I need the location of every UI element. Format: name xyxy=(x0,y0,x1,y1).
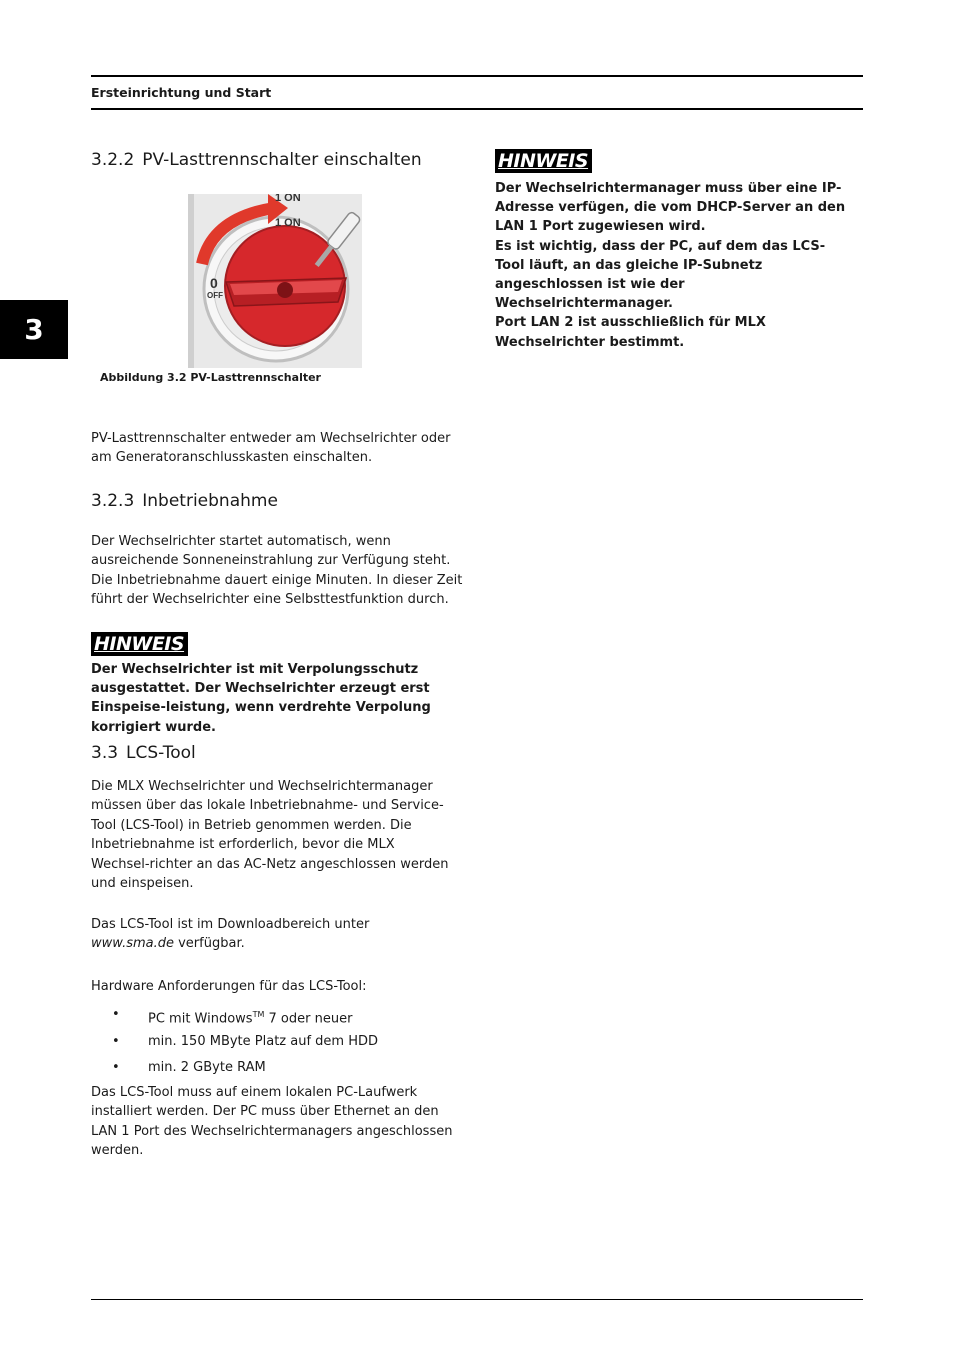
section-title: LCS-Tool xyxy=(126,743,196,763)
section-number: 3.2.2 xyxy=(91,150,135,170)
section-title: Inbetriebnahme xyxy=(142,491,278,511)
bullet-icon: • xyxy=(112,1060,120,1075)
section-number: 3.2.3 xyxy=(91,491,135,511)
right-notice-line-3: Port LAN 2 ist ausschließlich für MLX Wechselrichter bestimmt. xyxy=(495,315,766,350)
list-item: • PC mit Windows™ 7 oder neuer xyxy=(112,1007,353,1027)
section-3-3-body-2: Das LCS-Tool ist im Downloadbereich unter www.sma.de verfügbar. xyxy=(91,917,370,952)
header-top-rule xyxy=(91,75,863,77)
running-header: Ersteinrichtung und Start xyxy=(91,85,272,100)
section-3-2-3-body: Der Wechselrichter startet automatisch, wenn ausreichende Sonneneinstrahlung zur Verfügung steht. Die Inbetriebnahme dauert einige Minuten. In dieser Zeit führt der Wechselrichter eine Selbsttestfunktion durch. xyxy=(91,534,463,608)
bullet-icon: • xyxy=(112,1033,120,1049)
label-zero: 0 xyxy=(210,275,218,291)
list-item: • min. 150 MByte Platz auf dem HDD xyxy=(112,1033,379,1049)
right-notice-line-1: Der Wechselrichtermanager muss über eine IP-Adresse verfügen, die vom DHCP-Server an den LAN 1 Port zugewiesen wird. xyxy=(495,181,846,235)
switch-center xyxy=(277,282,293,298)
chapter-tab: 3 xyxy=(0,300,68,359)
right-notice-label: HINWEIS xyxy=(495,149,592,173)
right-notice-line-2: Es ist wichtig, dass der PC, auf dem das LCS-Tool läuft, an das gleiche IP-Subnetz angeschlossen ist wie der Wechselrichtermanager. xyxy=(495,238,826,312)
section-3-3-heading xyxy=(91,743,463,763)
label-on-top: 1 ON xyxy=(275,194,301,204)
list-item: • min. 2 GByte RAM xyxy=(112,1060,266,1075)
section-3-2-3-heading xyxy=(91,491,463,511)
label-on-mid: 1 ON xyxy=(275,217,301,229)
section-3-2-2-body: PV-Lasttrennschalter entweder am Wechselrichter oder am Generatoranschlusskasten einschalten. xyxy=(91,431,451,466)
right-notice-text xyxy=(495,179,851,352)
sma-link-text: www.sma.de xyxy=(91,936,174,952)
requirements-list xyxy=(91,1005,463,1085)
figure-left-edge xyxy=(188,194,194,368)
figure-caption: Abbildung 3.2 PV-Lasttrennschalter xyxy=(100,371,321,384)
section-number: 3.3 xyxy=(91,743,119,763)
section-3-2-2-heading xyxy=(91,150,463,170)
section-3-3-body-1: Die MLX Wechselrichter und Wechselrichtermanager müssen über das lokale Inbetriebnahme- und Service-Tool (LCS-Tool) in Betrieb genommen werden. Die Inbetriebnahme ist erforderlich, bevor die MLX Wechsel-richter an das AC-Netz angeschlossen werden und einspeisen. xyxy=(91,779,449,892)
footer-rule xyxy=(91,1299,863,1300)
bullet-icon: • xyxy=(112,1007,120,1022)
header-bottom-rule xyxy=(91,108,863,110)
switch-figure xyxy=(188,194,362,368)
section-title: PV-Lasttrennschalter einschalten xyxy=(142,150,422,170)
notice-label: HINWEIS xyxy=(91,632,188,656)
section-3-3-body-3: Das LCS-Tool muss auf einem lokalen PC-Laufwerk installiert werden. Der PC muss über Ethernet an den LAN 1 Port des Wechselrichtermanagers angeschlossen werden. xyxy=(91,1085,453,1159)
requirements-intro: Hardware Anforderungen für das LCS-Tool: xyxy=(91,979,367,994)
label-off: OFF xyxy=(207,291,223,300)
notice-text: Der Wechselrichter ist mit Verpolungsschutz ausgestattet. Der Wechselrichter erzeugt erst Einspeise-leistung, wenn verdrehte Verpolung korrigiert wurde. xyxy=(91,662,431,735)
